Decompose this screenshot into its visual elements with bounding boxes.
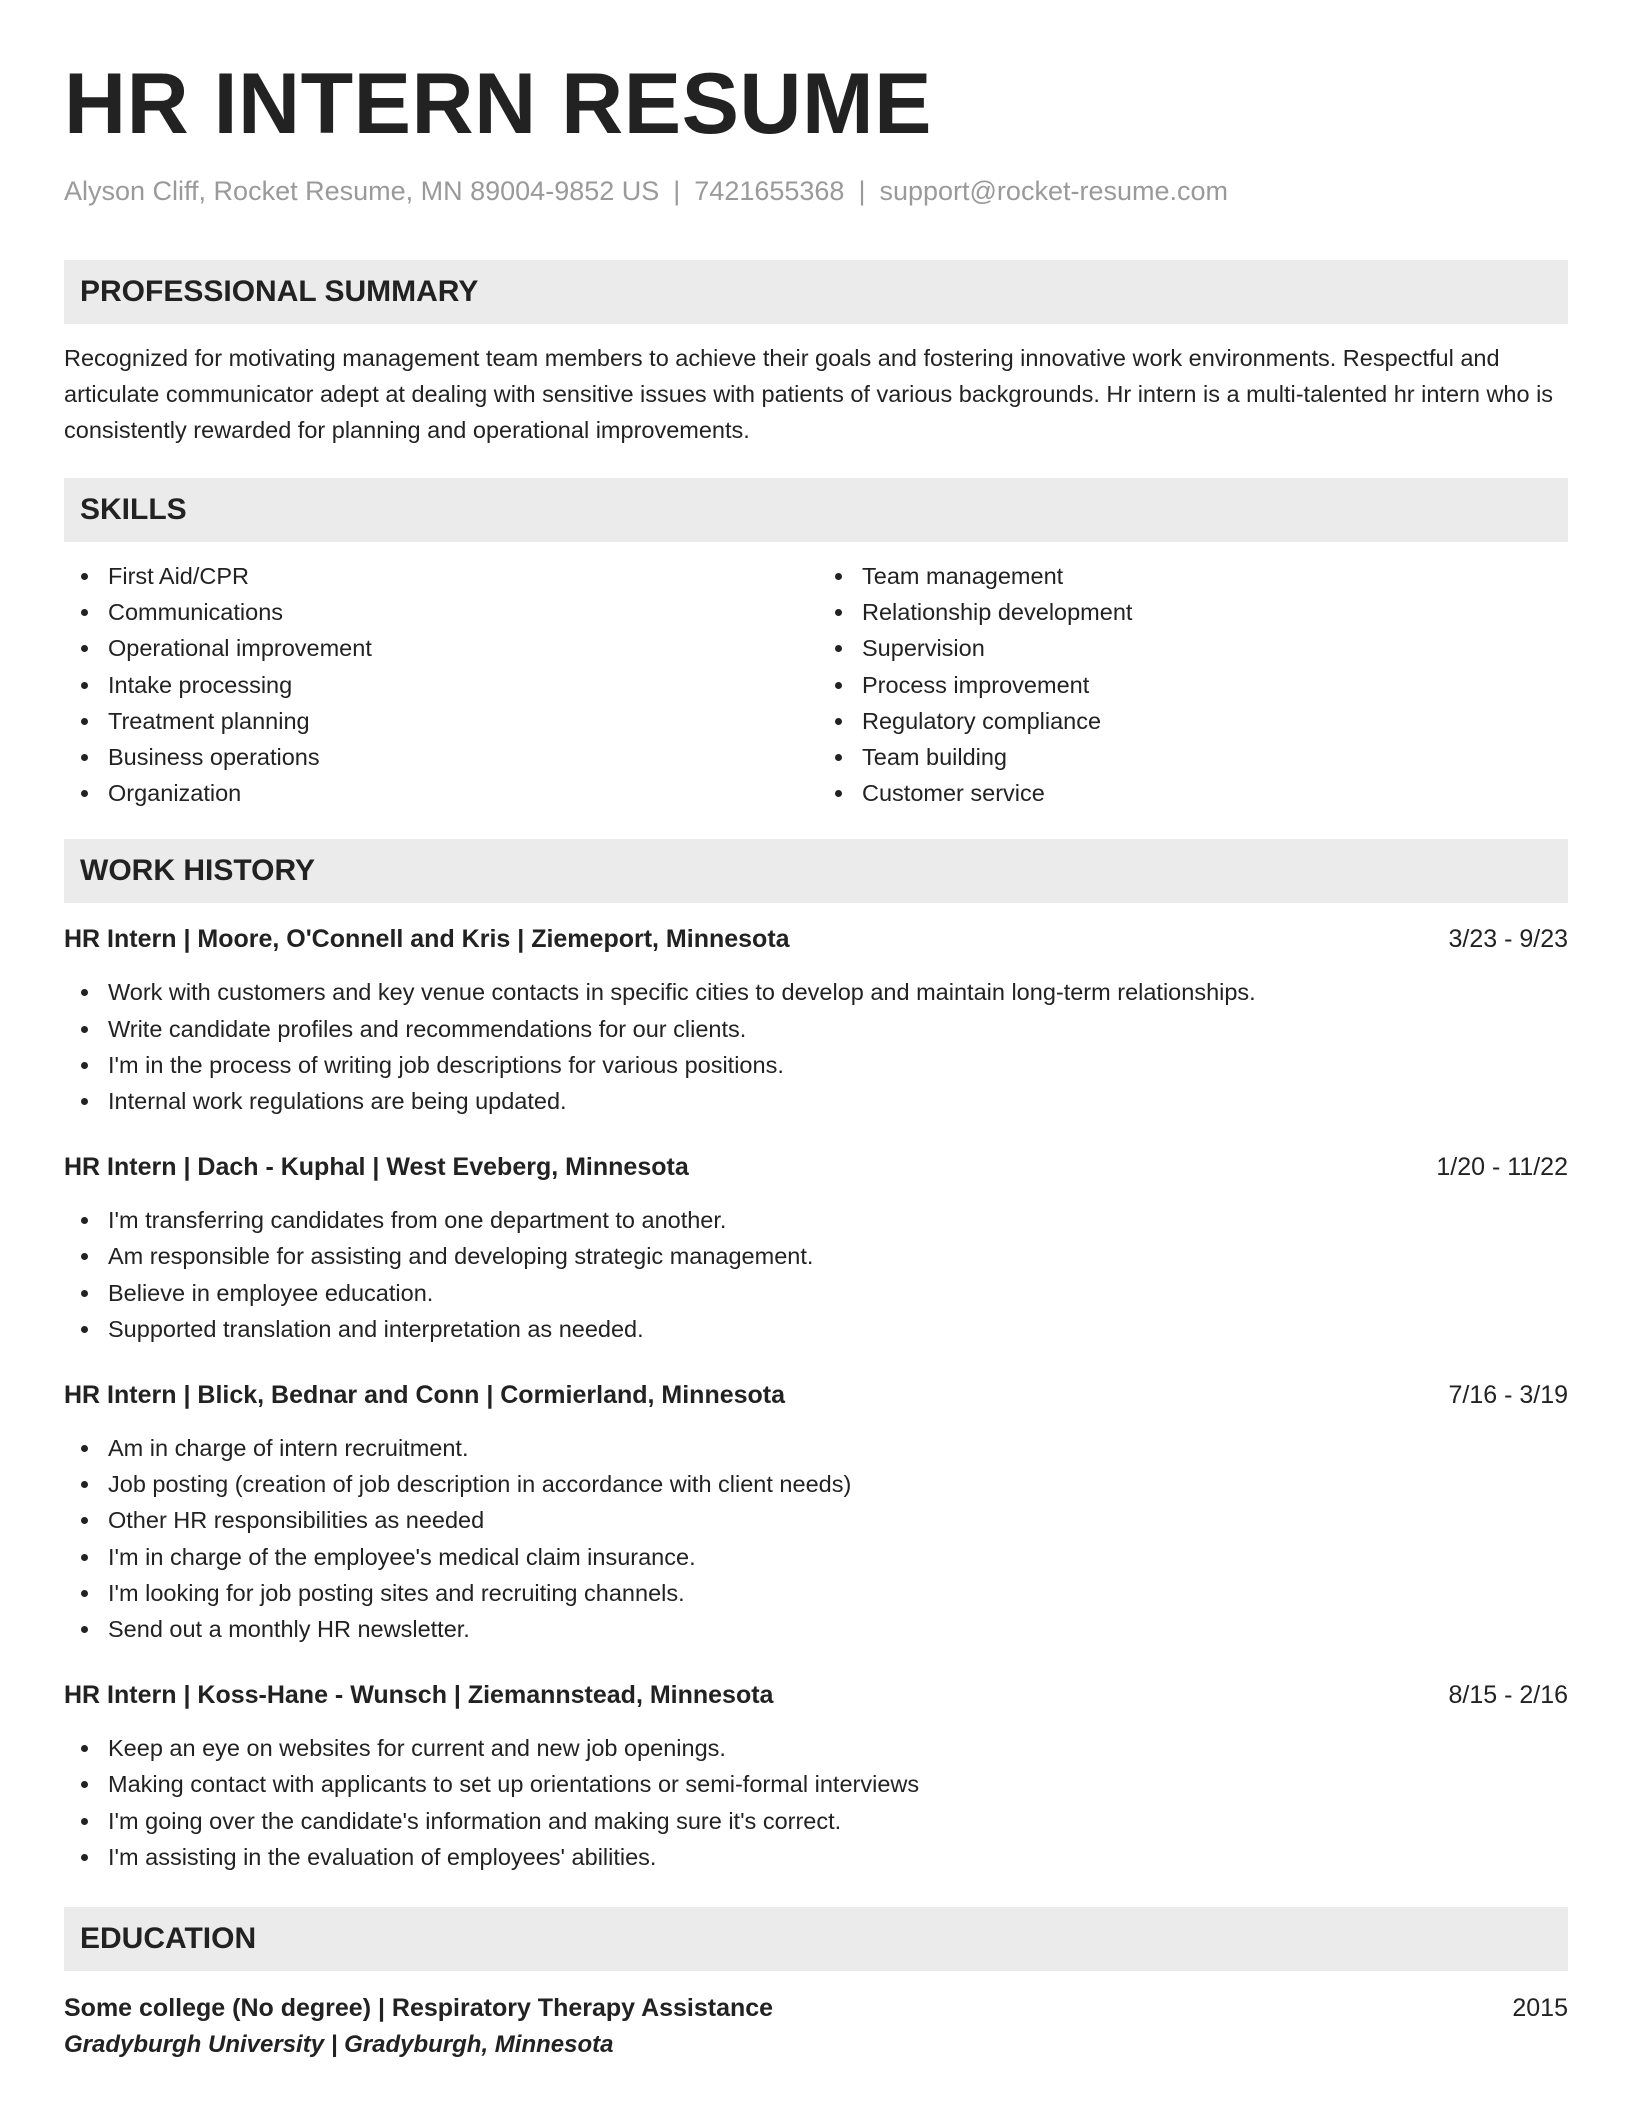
job-bullet: Other HR responsibilities as needed bbox=[64, 1502, 1568, 1538]
education-year: 2015 bbox=[1512, 1994, 1568, 2023]
resume-title: HR INTERN RESUME bbox=[64, 56, 933, 152]
job-bullet: Job posting (creation of job description in accordance with client needs) bbox=[64, 1466, 1568, 1502]
professional-summary-section bbox=[64, 260, 1568, 448]
contact-separator: | bbox=[673, 176, 681, 206]
job-bullets bbox=[64, 1730, 1568, 1875]
section-heading-summary: PROFESSIONAL SUMMARY bbox=[64, 260, 1568, 324]
job-title: HR Intern | Dach - Kuphal | West Eveberg, Minnesota bbox=[64, 1153, 689, 1182]
skill-item: Relationship development bbox=[818, 594, 1568, 630]
job-header bbox=[64, 1377, 1568, 1413]
education-school: Gradyburgh University | Gradyburgh, Minnesota bbox=[64, 2031, 614, 2059]
education-header bbox=[64, 1989, 1568, 2027]
section-heading-skills: SKILLS bbox=[64, 478, 1568, 542]
job-entry bbox=[64, 1149, 1568, 1347]
summary-text: Recognized for motivating management team members to achieve their goals and fostering innovative work environments. Respectful and articulate communicator adept at dealing with sensitive issues with patients of various backgrounds. Hr intern is a multi-talented hr intern who is consistently rewarded for planning and operational improvements. bbox=[64, 345, 1554, 443]
skill-item: Communications bbox=[64, 594, 814, 630]
contact-separator: | bbox=[858, 176, 866, 206]
job-header bbox=[64, 1677, 1568, 1713]
skill-item: Organization bbox=[64, 775, 814, 811]
skill-item: Customer service bbox=[818, 775, 1568, 811]
skill-item: Intake processing bbox=[64, 667, 814, 703]
skill-item: Team building bbox=[818, 739, 1568, 775]
education-section bbox=[64, 1907, 1568, 2063]
job-bullet: I'm in charge of the employee's medical claim insurance. bbox=[64, 1539, 1568, 1575]
job-dates: 8/15 - 2/16 bbox=[1448, 1681, 1568, 1710]
job-bullet: I'm going over the candidate's information and making sure it's correct. bbox=[64, 1803, 1568, 1839]
job-bullet: Am in charge of intern recruitment. bbox=[64, 1430, 1568, 1466]
contact-line bbox=[64, 174, 1568, 208]
skill-item: First Aid/CPR bbox=[64, 558, 814, 594]
job-title: HR Intern | Moore, O'Connell and Kris | Ziemeport, Minnesota bbox=[64, 925, 790, 954]
skills-list-right bbox=[818, 558, 1568, 811]
job-bullet: Write candidate profiles and recommendations for our clients. bbox=[64, 1011, 1568, 1047]
job-header bbox=[64, 1149, 1568, 1185]
job-bullet: Supported translation and interpretation as needed. bbox=[64, 1311, 1568, 1347]
skills-section bbox=[64, 478, 1568, 811]
job-dates: 1/20 - 11/22 bbox=[1436, 1153, 1568, 1182]
job-dates: 7/16 - 3/19 bbox=[1448, 1381, 1568, 1410]
job-bullet: Making contact with applicants to set up orientations or semi-formal interviews bbox=[64, 1766, 1568, 1802]
job-header bbox=[64, 921, 1568, 957]
skills-grid bbox=[64, 558, 1568, 811]
job-title: HR Intern | Koss-Hane - Wunsch | Ziemannstead, Minnesota bbox=[64, 1681, 774, 1710]
skill-item: Supervision bbox=[818, 630, 1568, 666]
job-bullet: Keep an eye on websites for current and new job openings. bbox=[64, 1730, 1568, 1766]
job-bullet: I'm transferring candidates from one department to another. bbox=[64, 1202, 1568, 1238]
job-dates: 3/23 - 9/23 bbox=[1448, 925, 1568, 954]
skill-item: Regulatory compliance bbox=[818, 703, 1568, 739]
skill-item: Business operations bbox=[64, 739, 814, 775]
skill-item: Team management bbox=[818, 558, 1568, 594]
skill-item: Process improvement bbox=[818, 667, 1568, 703]
job-bullet: I'm in the process of writing job descriptions for various positions. bbox=[64, 1047, 1568, 1083]
section-heading-work: WORK HISTORY bbox=[64, 839, 1568, 903]
contact-address: Alyson Cliff, Rocket Resume, MN 89004-9852 US bbox=[64, 176, 660, 206]
contact-email: support@rocket-resume.com bbox=[879, 176, 1228, 206]
skills-column-left bbox=[64, 558, 814, 811]
education-degree: Some college (No degree) | Respiratory Therapy Assistance bbox=[64, 1994, 774, 2023]
job-title: HR Intern | Blick, Bednar and Conn | Cormierland, Minnesota bbox=[64, 1381, 786, 1410]
job-bullet: Send out a monthly HR newsletter. bbox=[64, 1611, 1568, 1647]
section-heading-education: EDUCATION bbox=[64, 1907, 1568, 1971]
skill-item: Treatment planning bbox=[64, 703, 814, 739]
job-entry bbox=[64, 921, 1568, 1119]
job-bullet: Work with customers and key venue contacts in specific cities to develop and maintain long-term relationships. bbox=[64, 974, 1568, 1010]
work-history-section bbox=[64, 839, 1568, 1875]
job-entry bbox=[64, 1677, 1568, 1875]
job-bullet: I'm looking for job posting sites and recruiting channels. bbox=[64, 1575, 1568, 1611]
job-bullet: Believe in employee education. bbox=[64, 1275, 1568, 1311]
contact-phone: 7421655368 bbox=[694, 176, 845, 206]
skills-column-right bbox=[814, 558, 1568, 811]
job-bullet: I'm assisting in the evaluation of employees' abilities. bbox=[64, 1839, 1568, 1875]
skill-item: Operational improvement bbox=[64, 630, 814, 666]
job-bullet: Internal work regulations are being updated. bbox=[64, 1083, 1568, 1119]
job-bullets bbox=[64, 1202, 1568, 1347]
job-entry bbox=[64, 1377, 1568, 1647]
skills-list-left bbox=[64, 558, 814, 811]
job-bullets bbox=[64, 1430, 1568, 1647]
job-bullets bbox=[64, 974, 1568, 1119]
job-bullet: Am responsible for assisting and developing strategic management. bbox=[64, 1238, 1568, 1274]
